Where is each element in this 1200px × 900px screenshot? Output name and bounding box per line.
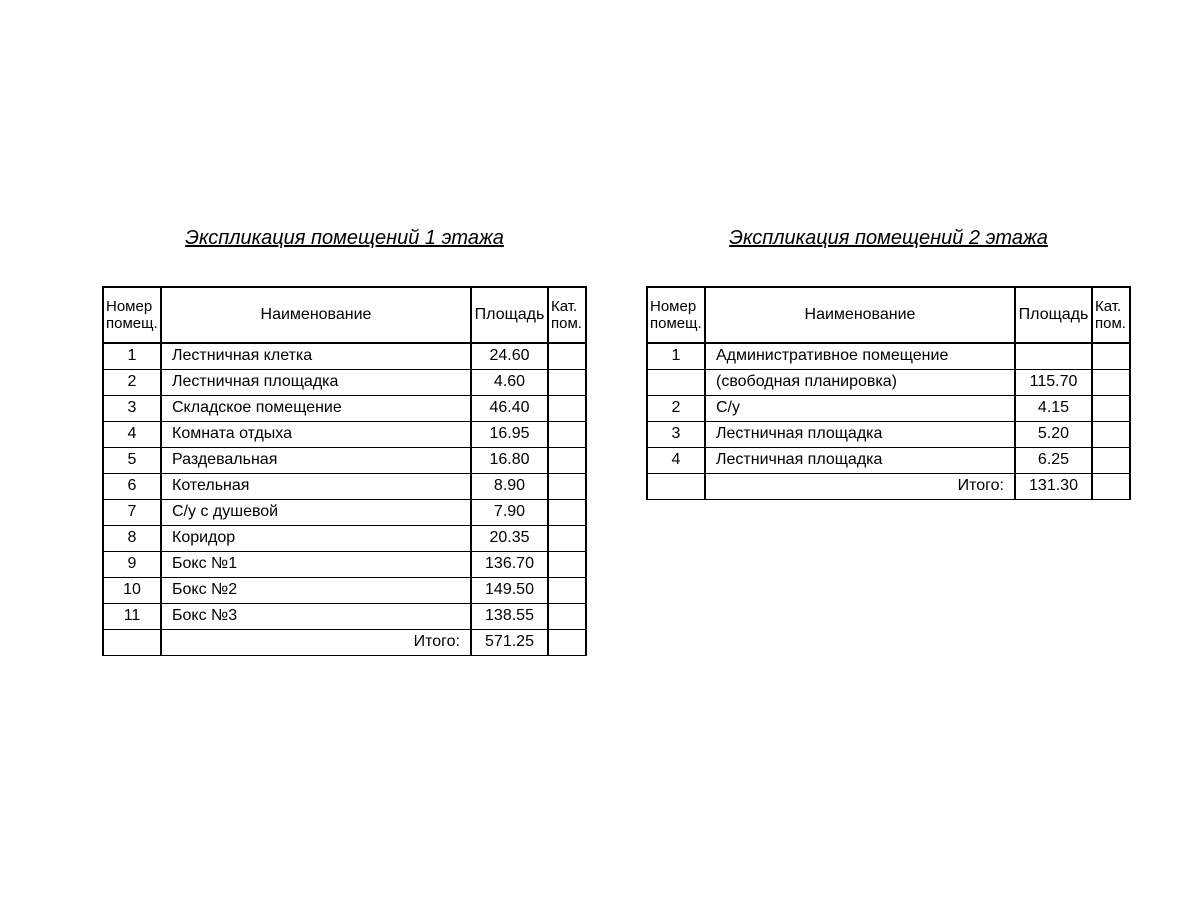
- cell-category: [548, 395, 586, 421]
- cell-name: Лестничная площадка: [161, 369, 471, 395]
- header-area: Площадь: [1015, 287, 1092, 343]
- cell-area: 16.80: [471, 447, 548, 473]
- cell-name: Бокс №3: [161, 603, 471, 629]
- cell-number: 2: [647, 395, 705, 421]
- table-row: [103, 447, 586, 473]
- table-title: Экспликация помещений 1 этажа: [185, 227, 504, 249]
- cell-number: 8: [103, 525, 161, 551]
- cell-number: [103, 629, 161, 655]
- cell-category: [1092, 369, 1130, 395]
- cell-category: [548, 369, 586, 395]
- cell-area: 16.95: [471, 421, 548, 447]
- header-number: Номер помещ.: [647, 287, 705, 343]
- cell-name: С/у с душевой: [161, 499, 471, 525]
- cell-category: [548, 629, 586, 655]
- header-name: Наименование: [705, 287, 1015, 343]
- header-name: Наименование: [161, 287, 471, 343]
- table-row: [647, 343, 1130, 369]
- cell-category: [1092, 343, 1130, 369]
- cell-number: 2: [103, 369, 161, 395]
- cell-area: 138.55: [471, 603, 548, 629]
- header-number: Номер помещ.: [103, 287, 161, 343]
- cell-number: 9: [103, 551, 161, 577]
- cell-number: 4: [647, 447, 705, 473]
- total-value: 571.25: [471, 629, 548, 655]
- cell-area: 115.70: [1015, 369, 1092, 395]
- cell-name: Бокс №2: [161, 577, 471, 603]
- header-row: [647, 287, 1130, 343]
- cell-name: С/у: [705, 395, 1015, 421]
- header-row: [103, 287, 586, 343]
- cell-name: Административное помещение: [705, 343, 1015, 369]
- cell-category: [1092, 447, 1130, 473]
- table-row: [103, 499, 586, 525]
- cell-name: Лестничная площадка: [705, 447, 1015, 473]
- explication-table: [646, 286, 1131, 500]
- table-row: [647, 395, 1130, 421]
- table-row: [103, 343, 586, 369]
- table-row: [103, 525, 586, 551]
- cell-name: Котельная: [161, 473, 471, 499]
- total-value: 131.30: [1015, 473, 1092, 499]
- cell-number: 5: [103, 447, 161, 473]
- explication-floor-2: [646, 226, 1131, 500]
- cell-category: [548, 499, 586, 525]
- table-row: [647, 421, 1130, 447]
- table-row: [103, 421, 586, 447]
- cell-name: Раздевальная: [161, 447, 471, 473]
- cell-number: 10: [103, 577, 161, 603]
- table-row: [103, 369, 586, 395]
- table-row: [647, 369, 1130, 395]
- cell-name: Лестничная клетка: [161, 343, 471, 369]
- cell-area: 46.40: [471, 395, 548, 421]
- cell-category: [548, 421, 586, 447]
- cell-category: [548, 551, 586, 577]
- header-category: Кат. пом.: [1092, 287, 1130, 343]
- cell-area: 4.15: [1015, 395, 1092, 421]
- cell-name: (свободная планировка): [705, 369, 1015, 395]
- table-row: [103, 473, 586, 499]
- table-row: [103, 577, 586, 603]
- cell-category: [1092, 395, 1130, 421]
- cell-number: [647, 369, 705, 395]
- cell-area: 136.70: [471, 551, 548, 577]
- header-category: Кат. пом.: [548, 287, 586, 343]
- cell-number: 3: [647, 421, 705, 447]
- cell-area: 8.90: [471, 473, 548, 499]
- cell-area: 5.20: [1015, 421, 1092, 447]
- total-row: [647, 473, 1130, 499]
- table-row: [103, 395, 586, 421]
- cell-category: [1092, 421, 1130, 447]
- table-row: [103, 603, 586, 629]
- cell-category: [548, 473, 586, 499]
- cell-number: 11: [103, 603, 161, 629]
- cell-number: 6: [103, 473, 161, 499]
- cell-area: 149.50: [471, 577, 548, 603]
- explication-table: [102, 286, 587, 656]
- cell-name: Лестничная площадка: [705, 421, 1015, 447]
- cell-area: 6.25: [1015, 447, 1092, 473]
- cell-name: Бокс №1: [161, 551, 471, 577]
- cell-category: [548, 577, 586, 603]
- table-row: [647, 447, 1130, 473]
- cell-name: Комната отдыха: [161, 421, 471, 447]
- total-label: Итого:: [705, 473, 1015, 499]
- cell-name: Складское помещение: [161, 395, 471, 421]
- cell-category: [548, 525, 586, 551]
- cell-area: 20.35: [471, 525, 548, 551]
- total-label: Итого:: [161, 629, 471, 655]
- cell-number: 1: [103, 343, 161, 369]
- cell-number: [647, 473, 705, 499]
- cell-number: 7: [103, 499, 161, 525]
- table-row: [103, 551, 586, 577]
- cell-number: 4: [103, 421, 161, 447]
- cell-category: [548, 603, 586, 629]
- total-row: [103, 629, 586, 655]
- cell-area: 7.90: [471, 499, 548, 525]
- table-title: Экспликация помещений 2 этажа: [729, 227, 1048, 249]
- cell-category: [548, 343, 586, 369]
- cell-area: 24.60: [471, 343, 548, 369]
- cell-area: [1015, 343, 1092, 369]
- cell-number: 3: [103, 395, 161, 421]
- cell-category: [548, 447, 586, 473]
- cell-name: Коридор: [161, 525, 471, 551]
- header-area: Площадь: [471, 287, 548, 343]
- cell-category: [1092, 473, 1130, 499]
- cell-area: 4.60: [471, 369, 548, 395]
- explication-floor-1: [102, 226, 587, 656]
- cell-number: 1: [647, 343, 705, 369]
